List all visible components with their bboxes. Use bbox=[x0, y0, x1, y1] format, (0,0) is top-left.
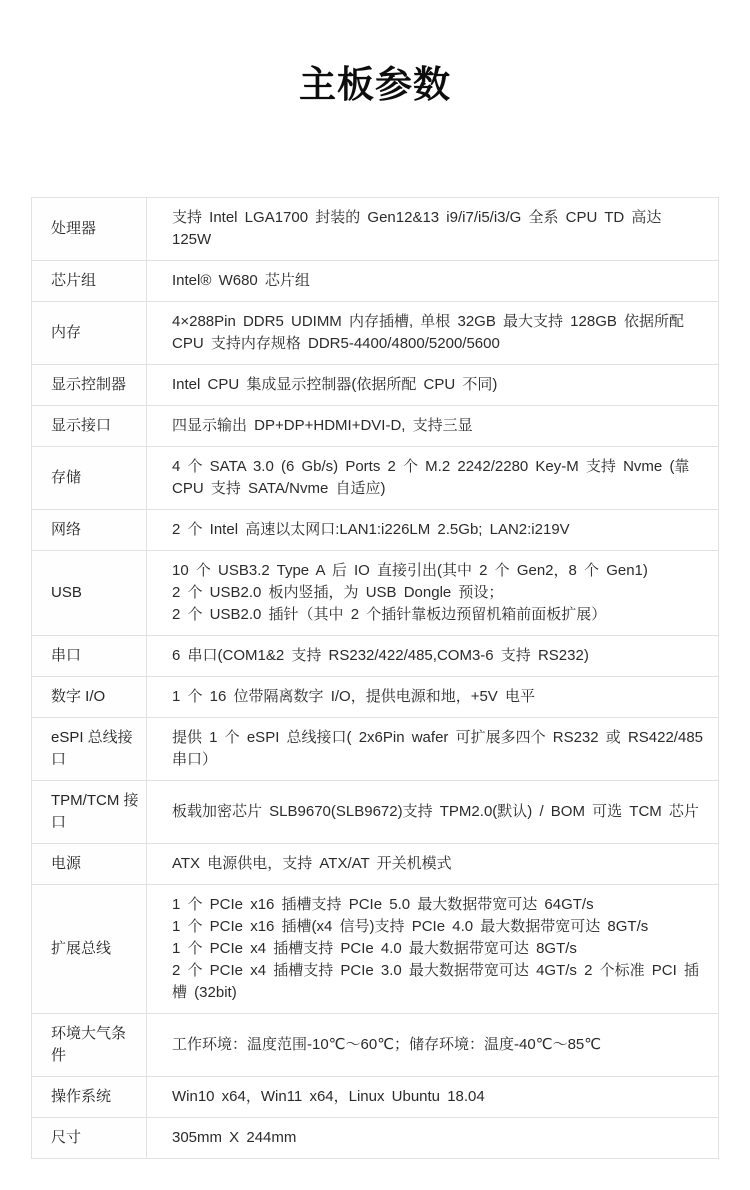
spec-value-cell bbox=[147, 781, 719, 844]
spec-label: 芯片组 bbox=[51, 272, 97, 289]
table-row bbox=[32, 1118, 719, 1159]
spec-label: TPM/TCM 接口 bbox=[51, 792, 139, 831]
spec-value-line: 支持 Intel LGA1700 封装的 Gen12&13 i9/i7/i5/i3/G 全系 CPU TD 高达 125W bbox=[172, 209, 662, 248]
table-row bbox=[32, 551, 719, 636]
table-row bbox=[32, 198, 719, 261]
spec-label: 串口 bbox=[51, 647, 82, 664]
spec-label-cell bbox=[32, 781, 147, 844]
table-row bbox=[32, 406, 719, 447]
spec-label: 内存 bbox=[51, 324, 82, 341]
table-row bbox=[32, 1077, 719, 1118]
table-row bbox=[32, 718, 719, 781]
spec-value-line: 1 个 16 位带隔离数字 I/O，提供电源和地，+5V 电平 bbox=[172, 688, 535, 705]
spec-table bbox=[31, 197, 719, 1159]
spec-label-cell bbox=[32, 365, 147, 406]
spec-label: 电源 bbox=[51, 855, 82, 872]
spec-value-cell bbox=[147, 302, 719, 365]
table-row bbox=[32, 302, 719, 365]
spec-label-cell bbox=[32, 551, 147, 636]
spec-label: USB bbox=[51, 584, 82, 601]
spec-table-wrapper bbox=[31, 197, 719, 1159]
spec-label-cell bbox=[32, 302, 147, 365]
spec-value-line: 10 个 USB3.2 Type A 后 IO 直接引出(其中 2 个 Gen2，8 个 Gen1) bbox=[172, 562, 648, 579]
spec-value-cell bbox=[147, 447, 719, 510]
spec-label: 存储 bbox=[51, 469, 82, 486]
spec-value-line: 1 个 PCIe x16 插槽支持 PCIe 5.0 最大数据带宽可达 64GT/s bbox=[172, 896, 594, 913]
spec-label-cell bbox=[32, 844, 147, 885]
spec-value-cell bbox=[147, 198, 719, 261]
spec-value-cell bbox=[147, 1118, 719, 1159]
spec-label: 数字 I/O bbox=[51, 688, 106, 705]
spec-label-cell bbox=[32, 636, 147, 677]
spec-label-cell bbox=[32, 718, 147, 781]
table-row bbox=[32, 447, 719, 510]
spec-label-cell bbox=[32, 261, 147, 302]
spec-value-cell bbox=[147, 1014, 719, 1077]
table-row bbox=[32, 365, 719, 406]
spec-label-cell bbox=[32, 406, 147, 447]
spec-label: 扩展总线 bbox=[51, 940, 112, 957]
spec-value-cell bbox=[147, 365, 719, 406]
spec-value-cell bbox=[147, 1077, 719, 1118]
table-row bbox=[32, 885, 719, 1014]
spec-label-cell bbox=[32, 1118, 147, 1159]
spec-label: 显示接口 bbox=[51, 417, 112, 434]
table-row bbox=[32, 844, 719, 885]
page-title: 主板参数 bbox=[299, 64, 451, 105]
spec-value-line: 工作环境：温度范围-10℃～60℃；储存环境：温度-40℃～85℃ bbox=[172, 1036, 602, 1053]
spec-label: 操作系统 bbox=[51, 1088, 112, 1105]
spec-label-cell bbox=[32, 447, 147, 510]
spec-value-cell bbox=[147, 844, 719, 885]
spec-value-cell bbox=[147, 677, 719, 718]
spec-label-cell bbox=[32, 885, 147, 1014]
spec-value-line: Intel® W680 芯片组 bbox=[172, 272, 310, 289]
spec-label: 显示控制器 bbox=[51, 376, 127, 393]
spec-label-cell bbox=[32, 677, 147, 718]
table-row bbox=[32, 510, 719, 551]
spec-value-line: Win10 x64，Win11 x64，Linux Ubuntu 18.04 bbox=[172, 1088, 485, 1105]
spec-value-cell bbox=[147, 510, 719, 551]
spec-label-cell bbox=[32, 198, 147, 261]
spec-value-line: 2 个 USB2.0 插针（其中 2 个插针靠板边预留机箱前面板扩展） bbox=[172, 606, 607, 623]
spec-label: 处理器 bbox=[51, 220, 97, 237]
spec-value-line: ATX 电源供电，支持 ATX/AT 开关机模式 bbox=[172, 855, 452, 872]
spec-label: eSPI 总线接口 bbox=[51, 729, 133, 768]
spec-table-body bbox=[32, 198, 719, 1159]
spec-value-line: 1 个 PCIe x4 插槽支持 PCIe 4.0 最大数据带宽可达 8GT/s bbox=[172, 940, 577, 957]
spec-value-cell bbox=[147, 885, 719, 1014]
spec-value-line: 四显示输出 DP+DP+HDMI+DVI-D, 支持三显 bbox=[172, 417, 473, 434]
spec-value-cell bbox=[147, 636, 719, 677]
spec-value-cell bbox=[147, 261, 719, 302]
spec-value-line: 4 个 SATA 3.0 (6 Gb/s) Ports 2 个 M.2 2242/2280 Key-M 支持 Nvme (靠 CPU 支持 SATA/Nvme 自适应) bbox=[172, 458, 690, 497]
spec-value-line: 提供 1 个 eSPI 总线接口( 2x6Pin wafer 可扩展多四个 RS232 或 RS422/485 串口） bbox=[172, 729, 703, 768]
spec-label: 尺寸 bbox=[51, 1129, 82, 1146]
spec-value-line: 2 个 PCIe x4 插槽支持 PCIe 3.0 最大数据带宽可达 4GT/s 2 个标准 PCI 插槽 (32bit) bbox=[172, 962, 699, 1001]
table-row bbox=[32, 636, 719, 677]
spec-label: 环境大气条件 bbox=[51, 1025, 127, 1064]
spec-value-line: 2 个 Intel 高速以太网口:LAN1:i226LM 2.5Gb; LAN2:i219V bbox=[172, 521, 570, 538]
spec-label-cell bbox=[32, 1014, 147, 1077]
spec-label-cell bbox=[32, 1077, 147, 1118]
spec-value-cell bbox=[147, 551, 719, 636]
spec-value-line: 板载加密芯片 SLB9670(SLB9672)支持 TPM2.0(默认) / BOM 可选 TCM 芯片 bbox=[172, 803, 699, 820]
spec-value-line: 6 串口(COM1&2 支持 RS232/422/485,COM3-6 支持 RS232) bbox=[172, 647, 589, 664]
spec-label: 网络 bbox=[51, 521, 82, 538]
table-row bbox=[32, 677, 719, 718]
spec-value-cell bbox=[147, 406, 719, 447]
spec-value-line: 305mm X 244mm bbox=[172, 1129, 297, 1146]
table-row bbox=[32, 1014, 719, 1077]
spec-value-line: 4×288Pin DDR5 UDIMM 内存插槽, 单根 32GB 最大支持 128GB 依据所配 CPU 支持内存规格 DDR5-4400/4800/5200/5600 bbox=[172, 313, 685, 352]
spec-label-cell bbox=[32, 510, 147, 551]
spec-value-line: 2 个 USB2.0 板内竖插，为 USB Dongle 预设； bbox=[172, 584, 504, 601]
spec-value-cell bbox=[147, 718, 719, 781]
table-row bbox=[32, 261, 719, 302]
spec-value-line: Intel CPU 集成显示控制器(依据所配 CPU 不同) bbox=[172, 376, 498, 393]
spec-value-line: 1 个 PCIe x16 插槽(x4 信号)支持 PCIe 4.0 最大数据带宽可达 8GT/s bbox=[172, 918, 649, 935]
table-row bbox=[32, 781, 719, 844]
